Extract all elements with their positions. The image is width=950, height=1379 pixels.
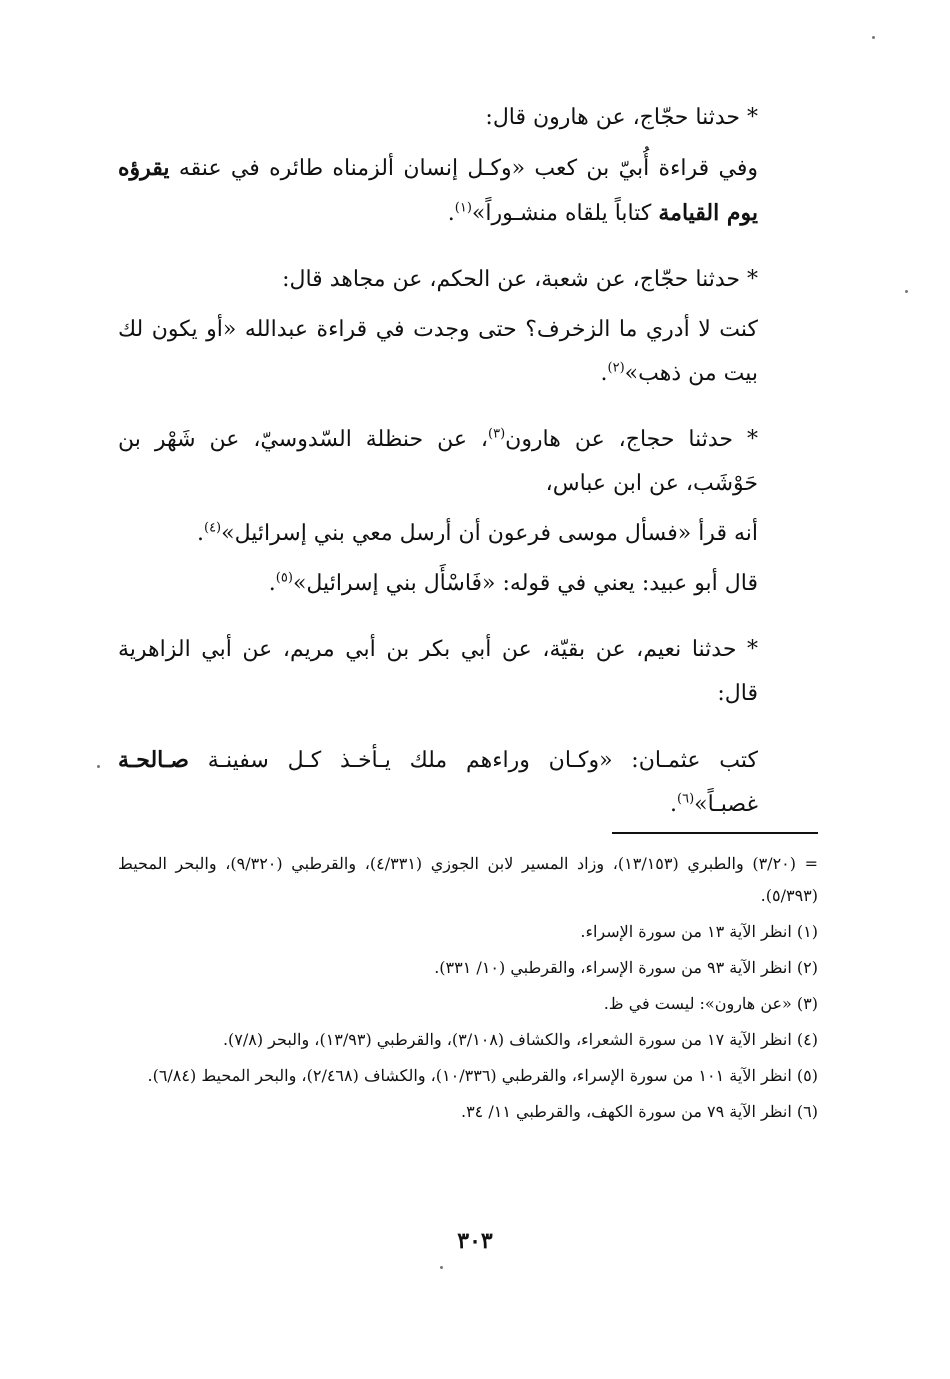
text-9-bold: صـالحـة	[118, 747, 189, 773]
text-7-end: .	[268, 571, 276, 596]
footnote-continuation: = (٣/٢٠) والطبري (١٣/١٥٣)، وزاد المسير لابن الجوزي (٤/٣٣١)، والقرطبي (٩/٣٢٠)، والبحر المحيط (٥/٣٩٣).	[118, 854, 819, 905]
paragraph-1	[118, 96, 818, 140]
text-6: أنه قرأ «فسأل موسى فرعون أن أرسل معي بني إسرائيل»	[221, 521, 758, 546]
text-7: قال أبو عبيد: يعني في قوله: «فَاسْأَل بني إسرائيل»	[292, 571, 758, 596]
text-4: كنت لا أدري ما الزخرف؟ حتى وجدت في قراءة عبدالله «أو يكون لك بيت من ذهب»	[118, 317, 758, 386]
paragraph-4	[118, 308, 818, 396]
footnote-ref-3[interactable]: (٣)	[488, 426, 506, 442]
scan-speck	[97, 765, 100, 768]
text-9b: غصبـاً»	[694, 792, 758, 817]
footnote-5: (٥) انظر الآية ١٠١ من سورة الإسراء، والقرطبي (١٠/٣٣٦)، والكشاف (٢/٤٦٨)، والبحر المحيط (٦/٨٤).	[147, 1066, 818, 1085]
text-2b: كتاباً يلقاه منشـوراً»	[471, 201, 659, 226]
text-2a: وفي قراءة أُبيّ بن كعب «وكـل إنسان ألزمناه طائره في عنقه	[169, 156, 758, 181]
text-2-end: .	[447, 201, 455, 226]
paragraph-8	[118, 628, 818, 716]
paragraph-2	[118, 146, 818, 236]
footnote-divider	[612, 832, 818, 834]
text-4-end: .	[600, 361, 608, 386]
footnote-ref-1[interactable]: (١)	[454, 200, 472, 216]
text-6-end: .	[196, 521, 204, 546]
isnad-1: * حدثنا حجّاج، عن هارون قال:	[485, 105, 758, 130]
paragraph-9	[118, 738, 818, 827]
paragraph-7	[118, 562, 818, 606]
scan-speck	[905, 290, 908, 293]
paragraph-6	[118, 512, 818, 556]
footnote-2: (٢) انظر الآية ٩٣ من سورة الإسراء، والقرطبي (١٠/ ٣٣١).	[434, 958, 818, 977]
footnote-3: (٣) «عن هارون»: ليست في ظ.	[603, 994, 818, 1013]
footnote-1: (١) انظر الآية ١٣ من سورة الإسراء.	[580, 922, 818, 941]
footnote-6: (٦) انظر الآية ٧٩ من سورة الكهف، والقرطبي ١١/ ٣٤.	[460, 1102, 818, 1121]
scan-speck	[440, 1266, 443, 1269]
footnote-ref-2[interactable]: (٢)	[607, 360, 625, 376]
isnad-3a: * حدثنا حجاج، عن هارون	[505, 427, 758, 452]
paragraph-5	[118, 418, 818, 506]
isnad-4: * حدثنا نعيم، عن بقيّة، عن أبي بكر بن أبي مريم، عن أبي الزاهرية قال:	[118, 637, 758, 706]
footnote-4: (٤) انظر الآية ١٧ من سورة الشعراء، والكشاف (٣/١٠٨)، والقرطبي (١٣/٩٣)، والبحر (٧/٨).	[222, 1030, 818, 1049]
isnad-2: * حدثنا حجّاج، عن شعبة، عن الحكم، عن مجاهد قال:	[282, 267, 758, 292]
footnotes	[118, 848, 818, 1132]
scan-speck	[872, 36, 875, 39]
text-2-bold: يقرؤه يوم القيامة	[118, 155, 758, 226]
text-9a: كتب عثمـان: «وكـان وراءهم ملك يـأخـذ كـل سفينـة	[188, 748, 758, 773]
paragraph-3	[118, 258, 818, 302]
footnote-ref-5[interactable]: (٥)	[275, 570, 293, 586]
main-text	[118, 96, 818, 849]
footnote-ref-6[interactable]: (٦)	[677, 791, 695, 807]
page-number: ٣٠٣	[457, 1228, 493, 1254]
text-9-end: .	[670, 792, 678, 817]
isnad-3b: ، عن حنظلة السّدوسيّ، عن شَهْر بن حَوْشَب، عن ابن عباس،	[118, 427, 758, 496]
footnote-ref-4[interactable]: (٤)	[203, 520, 222, 536]
